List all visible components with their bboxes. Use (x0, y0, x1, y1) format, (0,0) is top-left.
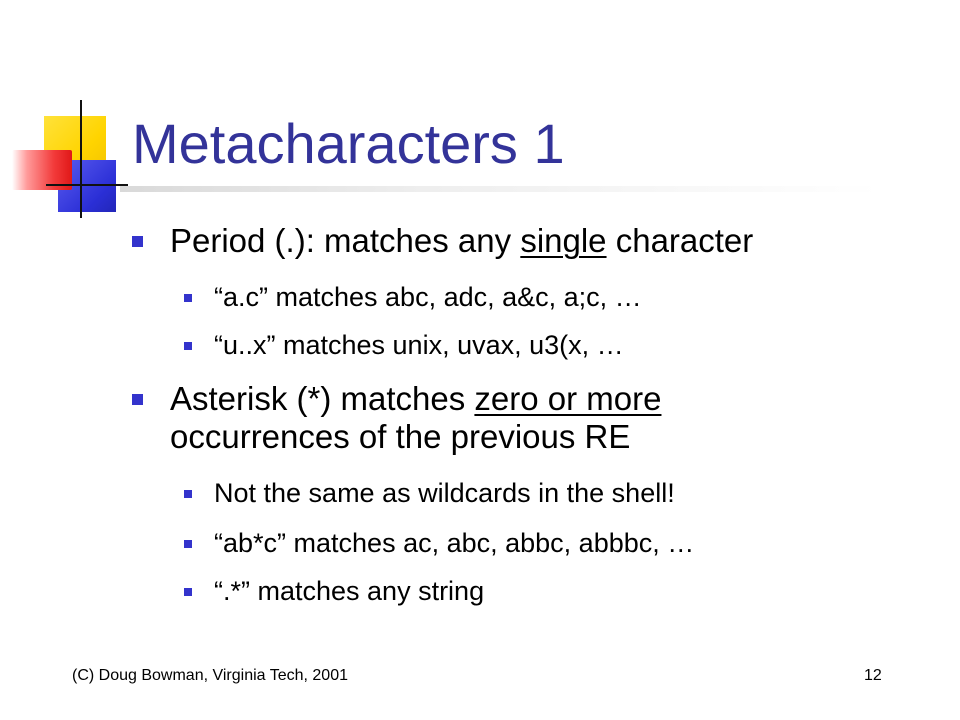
sub-bullet (184, 574, 884, 608)
bullet-text-before: Period (.): matches any (170, 222, 521, 259)
sub-bullet-marker-square (184, 588, 192, 596)
sub-bullet-marker-square (184, 540, 192, 548)
sub-bullet-marker-square (184, 342, 192, 350)
sub-bullet-text: Not the same as wildcards in the shell! (214, 478, 675, 508)
sub-bullet-text: “.*” matches any string (214, 576, 485, 606)
sub-bullet-marker-square (184, 294, 192, 302)
sub-bullet (184, 280, 884, 314)
bullet-text-underlined: single (520, 222, 607, 259)
sub-bullet (184, 328, 884, 362)
sub-bullet-text: “ab*c” matches ac, abc, abbc, abbbc, … (214, 528, 695, 558)
sub-bullet-marker-square (184, 490, 192, 498)
sub-bullet-text: “u..x” matches unix, uvax, u3(x, … (214, 330, 624, 360)
bullet-period (132, 222, 832, 260)
bullet-text-underlined: zero or more (474, 380, 662, 417)
bullet-asterisk (132, 380, 832, 456)
page-number: 12 (864, 667, 882, 684)
footer-credit: (C) Doug Bowman, Virginia Tech, 2001 (72, 667, 348, 684)
logo-horizontal-line (46, 184, 128, 186)
bullet-marker-square (132, 236, 143, 247)
bullet-text (170, 222, 753, 260)
sub-bullet-text: “a.c” matches abc, adc, a&c, a;c, … (214, 282, 642, 312)
sub-bullet (184, 526, 884, 560)
bullet-marker-square (132, 394, 143, 405)
bullet-text-after: occurrences of the previous RE (170, 380, 671, 455)
title-underline-rule (120, 186, 880, 192)
bullet-text-after: character (606, 222, 754, 259)
bullet-text-before: Asterisk (*) matches (170, 380, 475, 417)
slide-title: Metacharacters 1 (132, 112, 565, 175)
logo-vertical-line (80, 100, 82, 218)
sub-bullet (184, 476, 884, 510)
bullet-text (170, 380, 830, 456)
